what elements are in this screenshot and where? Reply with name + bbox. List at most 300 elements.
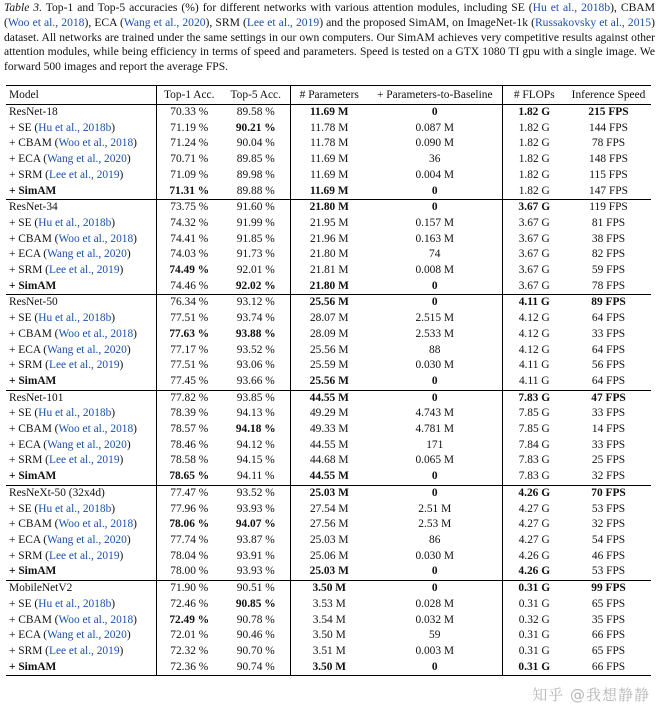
cell-params: 3.53 M: [312, 597, 346, 610]
cell-model: + SRM (Lee et al., 2019): [6, 168, 156, 184]
table-row: [6, 121, 651, 137]
cell-params: 11.69 M: [309, 184, 349, 197]
table-row: [6, 422, 651, 438]
table-row: [6, 152, 651, 168]
cell-params: 27.54 M: [309, 502, 349, 515]
cell-speed: 66 FPS: [566, 660, 651, 676]
cell-top1: 78.04 %: [170, 549, 209, 562]
cell-speed: 99 FPS: [566, 581, 651, 597]
table-row: [6, 105, 651, 121]
cell-model: + SimAM: [6, 279, 156, 295]
cell-delta: 59: [368, 628, 502, 644]
table-row: [6, 660, 651, 676]
table-row: [6, 327, 651, 343]
cell-top5: 90.78 %: [222, 613, 290, 629]
cell-delta: 0.028 M: [368, 597, 502, 613]
cell-model: + SimAM: [6, 374, 156, 390]
cell-top1: 71.09 %: [170, 168, 209, 181]
cell-params: 44.55 M: [309, 470, 349, 483]
cell-flops: 1.82 G: [518, 137, 550, 150]
cell-top5: 91.99 %: [222, 216, 290, 232]
cell-top1: 78.65 %: [169, 470, 210, 483]
cell-speed: 32 FPS: [591, 470, 626, 483]
cell-delta: 0: [368, 184, 502, 200]
cell-top5: 93.06 %: [222, 358, 290, 374]
cell-model: + SE (Hu et al., 2018b): [6, 311, 156, 327]
cell-params: 25.56 M: [309, 374, 349, 387]
citation-link[interactable]: Woo et al., 2018: [58, 518, 134, 531]
cell-top1: 72.49 %: [169, 613, 210, 626]
table-row: [6, 295, 651, 311]
cell-top1: 72.01 %: [170, 629, 209, 642]
table-row: [6, 200, 651, 216]
cell-model: + CBAM (Woo et al., 2018): [6, 327, 156, 343]
cell-flops: 4.12 G: [518, 343, 550, 356]
cell-params: 44.68 M: [309, 454, 349, 467]
citation-link[interactable]: Hu et al., 2018b: [532, 1, 611, 14]
cell-flops: 4.26 G: [518, 549, 550, 562]
cell-delta: 2.51 M: [368, 502, 502, 518]
cell-params: 11.69 M: [309, 106, 349, 118]
table-row: [6, 247, 651, 263]
cell-params: 11.69 M: [310, 168, 349, 181]
cell-top5: 93.91 %: [222, 549, 290, 565]
citation-link[interactable]: Russakovsky et al., 2015: [534, 15, 652, 29]
cell-top5: 94.18 %: [222, 422, 290, 438]
cell-top5: 93.74 %: [222, 311, 290, 327]
cell-top5: 90.51 %: [222, 581, 290, 597]
cell-model: MobileNetV2: [6, 581, 156, 597]
cell-top5: 93.52 %: [222, 485, 290, 501]
cell-delta: 0: [368, 279, 502, 295]
results-table: [6, 85, 651, 676]
citation-link[interactable]: Wang et al., 2020: [47, 629, 127, 642]
cell-speed: 54 FPS: [591, 533, 626, 546]
table-header-row: [6, 86, 651, 105]
cell-speed: 65 FPS: [591, 644, 626, 657]
cell-speed: 59 FPS: [591, 264, 626, 277]
cell-flops: 4.26 G: [518, 565, 551, 578]
table-row: [6, 168, 651, 184]
cell-speed: 66 FPS: [591, 629, 626, 642]
cell-speed: 64 FPS: [591, 343, 626, 356]
cell-delta: 0.163 M: [368, 232, 502, 248]
cell-delta: 0.008 M: [368, 263, 502, 279]
table-row: [6, 644, 651, 660]
table-row: [6, 597, 651, 613]
citation-link[interactable]: Hu et al., 2018b: [38, 407, 112, 420]
table-row: [6, 136, 651, 152]
cell-model: + SE (Hu et al., 2018b): [6, 502, 156, 518]
cell-flops: 7.85 G: [518, 423, 550, 436]
cell-delta: 0: [368, 581, 502, 597]
cell-top5: 93.52 %: [222, 343, 290, 359]
cell-params: 25.56 M: [309, 343, 349, 356]
cell-flops: 7.85 G: [518, 407, 550, 420]
citation-link[interactable]: Wang et al., 2020: [47, 438, 127, 451]
cell-delta: 2.53 M: [368, 517, 502, 533]
cell-top5: 94.13 %: [222, 406, 290, 422]
citation-link[interactable]: Lee et al., 2019: [246, 15, 320, 29]
cell-flops: 3.67 G: [518, 279, 550, 292]
table-row: [6, 485, 651, 501]
cell-delta: 0: [368, 390, 502, 406]
cell-top5: 90.21 %: [222, 121, 290, 137]
cell-delta: 0.087 M: [368, 121, 502, 137]
cell-top5: 90.70 %: [222, 644, 290, 660]
cell-top5: 93.93 %: [222, 564, 290, 580]
cell-delta: 2.533 M: [368, 327, 502, 343]
cell-top5: 90.46 %: [222, 628, 290, 644]
cell-top5: 93.85 %: [222, 390, 290, 406]
cell-top1: 72.36 %: [156, 660, 222, 676]
cell-model: + SRM (Lee et al., 2019): [6, 358, 156, 374]
cell-top1: 71.19 %: [170, 121, 209, 134]
cell-speed: 25 FPS: [591, 454, 626, 467]
cell-top1: 78.00 %: [170, 565, 209, 578]
cell-speed: 78 FPS: [591, 279, 626, 292]
cell-top1: 77.63 %: [169, 327, 210, 340]
cell-flops: 0.31 G: [518, 644, 550, 657]
table-row: [6, 564, 651, 580]
cell-delta: 0.032 M: [368, 613, 502, 629]
citation-link[interactable]: Lee et al., 2019: [48, 644, 120, 657]
cell-delta: 0: [368, 469, 502, 485]
cell-speed: 119 FPS: [566, 200, 651, 216]
table-row: [6, 438, 651, 454]
cell-model: + CBAM (Woo et al., 2018): [6, 613, 156, 629]
cell-model: ResNet-18: [6, 105, 156, 121]
cell-top1: 78.46 %: [170, 438, 209, 451]
cell-delta: 36: [368, 152, 502, 168]
cell-params: 21.80 M: [309, 279, 349, 292]
cell-delta: 0.003 M: [368, 644, 502, 660]
cell-params: 25.59 M: [309, 359, 349, 372]
table-row: [6, 533, 651, 549]
citation-link[interactable]: Lee et al., 2019: [48, 264, 120, 277]
cell-delta: 171: [368, 438, 502, 454]
cell-delta: 88: [368, 343, 502, 359]
cell-top1: 73.75 %: [156, 200, 222, 216]
cell-model: + SE (Hu et al., 2018b): [6, 216, 156, 232]
cell-top1: 74.32 %: [170, 216, 209, 229]
cell-params: 3.54 M: [312, 613, 346, 626]
cell-delta: 0: [368, 105, 502, 121]
cell-params: 21.80 M: [309, 248, 349, 261]
cell-params: 25.03 M: [309, 565, 349, 578]
cell-flops: 7.83 G: [502, 390, 566, 406]
cell-top1: 77.74 %: [170, 533, 209, 546]
cell-top5: 90.74 %: [222, 660, 290, 676]
cell-top5: 89.98 %: [222, 168, 290, 184]
cell-top5: 90.85 %: [222, 597, 290, 613]
cell-params: 3.50 M: [290, 660, 368, 676]
cell-model: + SE (Hu et al., 2018b): [6, 406, 156, 422]
table-row: [6, 279, 651, 295]
citation-link[interactable]: Hu et al., 2018b: [38, 312, 112, 325]
cell-params: 3.50 M: [290, 581, 368, 597]
citation-link[interactable]: Wang et al., 2020: [47, 153, 127, 166]
cell-params: 25.56 M: [290, 295, 368, 311]
cell-model: + CBAM (Woo et al., 2018): [6, 422, 156, 438]
citation-link[interactable]: Hu et al., 2018b: [38, 597, 112, 610]
cell-model: + CBAM (Woo et al., 2018): [6, 517, 156, 533]
cell-top1: 77.96 %: [170, 502, 209, 515]
table-row: [6, 469, 651, 485]
citation-link[interactable]: Woo et al., 2018: [58, 423, 134, 436]
cell-top5: 92.01 %: [222, 263, 290, 279]
cell-top5: 94.11 %: [222, 469, 290, 485]
cell-delta: 4.743 M: [368, 406, 502, 422]
cell-model: + ECA (Wang et al., 2020): [6, 628, 156, 644]
citation-link[interactable]: Hu et al., 2018b: [38, 502, 112, 515]
cell-flops: 0.31 G: [502, 660, 566, 676]
cell-params: 44.55 M: [290, 390, 368, 406]
cell-delta: 0: [368, 564, 502, 580]
table-row: [6, 613, 651, 629]
citation-link[interactable]: Lee et al., 2019: [48, 359, 120, 372]
citation-link[interactable]: Woo et al., 2018: [58, 137, 134, 150]
cell-params: 21.95 M: [309, 216, 349, 229]
cell-top5: 93.93 %: [222, 502, 290, 518]
cell-top5: 91.73 %: [222, 247, 290, 263]
cell-model: + SRM (Lee et al., 2019): [6, 549, 156, 565]
cell-top1: 77.51 %: [170, 359, 209, 372]
cell-delta: 86: [368, 533, 502, 549]
cell-top1: 72.32 %: [170, 644, 209, 657]
cell-model: + ECA (Wang et al., 2020): [6, 438, 156, 454]
table-row: [6, 581, 651, 597]
citation-link[interactable]: Wang et al., 2020: [47, 343, 127, 356]
cell-delta: 0.065 M: [368, 453, 502, 469]
cell-top5: 89.85 %: [222, 152, 290, 168]
cell-top1: 78.58 %: [170, 454, 209, 467]
col-header-delta: + Parameters-to-Baseline: [368, 86, 502, 105]
table-row: [6, 502, 651, 518]
cell-flops: 0.31 G: [502, 581, 566, 597]
cell-model: + ECA (Wang et al., 2020): [6, 533, 156, 549]
cell-speed: 215 FPS: [588, 106, 629, 118]
cell-flops: 4.11 G: [518, 374, 550, 387]
table-row: [6, 549, 651, 565]
cell-flops: 7.84 G: [518, 438, 550, 451]
cell-params: 25.06 M: [309, 549, 349, 562]
cell-flops: 7.83 G: [518, 454, 550, 467]
col-header-model: Model: [6, 86, 156, 105]
cell-speed: 65 FPS: [591, 597, 626, 610]
col-header-params: # Parameters: [290, 86, 368, 105]
cell-params: 21.80 M: [290, 200, 368, 216]
cell-model: + ECA (Wang et al., 2020): [6, 247, 156, 263]
cell-model: + SRM (Lee et al., 2019): [6, 263, 156, 279]
cell-delta: 0: [368, 374, 502, 390]
cell-delta: 0: [368, 660, 502, 676]
cell-speed: 56 FPS: [591, 359, 626, 372]
cell-params: 49.33 M: [309, 423, 349, 436]
cell-top1: 70.33 %: [170, 106, 209, 118]
col-header-flops: # FLOPs: [502, 86, 566, 105]
cell-speed: 32 FPS: [591, 518, 626, 531]
cell-top5: 94.15 %: [222, 453, 290, 469]
cell-top1: 74.49 %: [169, 264, 210, 277]
cell-model: + CBAM (Woo et al., 2018): [6, 136, 156, 152]
table-row: [6, 263, 651, 279]
cell-speed: 33 FPS: [591, 407, 626, 420]
citation-link[interactable]: Lee et al., 2019: [48, 168, 120, 181]
cell-top1: 78.57 %: [170, 423, 209, 436]
cell-delta: 0: [368, 295, 502, 311]
cell-flops: 0.31 G: [518, 597, 550, 610]
cell-flops: 1.82 G: [518, 184, 550, 197]
cell-params: 11.78 M: [310, 137, 349, 150]
cell-model: + SE (Hu et al., 2018b): [6, 597, 156, 613]
cell-flops: 7.83 G: [518, 470, 550, 483]
cell-params: 21.81 M: [309, 264, 349, 277]
cell-model: ResNet-101: [6, 390, 156, 406]
citation-link[interactable]: Woo et al., 2018: [58, 327, 134, 340]
cell-speed: 47 FPS: [566, 390, 651, 406]
cell-delta: 0.030 M: [368, 549, 502, 565]
cell-model: ResNeXt-50 (32x4d): [6, 485, 156, 501]
cell-params: 3.51 M: [312, 644, 346, 657]
col-header-top1: Top-1 Acc.: [156, 86, 222, 105]
cell-top1: 78.06 %: [169, 518, 210, 531]
cell-params: 28.09 M: [309, 327, 349, 340]
cell-flops: 1.82 G: [518, 106, 551, 118]
cell-model: + ECA (Wang et al., 2020): [6, 152, 156, 168]
cell-delta: 0.157 M: [368, 216, 502, 232]
cell-model: + ECA (Wang et al., 2020): [6, 343, 156, 359]
table-caption: Table 3. Top-1 and Top-5 accuracies (%) for different networks with various attention modules, including SE (Hu et al., 2018b), CBAM (Woo et al., 2018), ECA (Wang et al., 2020), SRM (Lee et al., 2019) and the proposed SimAM, on ImageNet-1k (Russakovsky et al., 2015) dataset. All networks are trained under the same settings in our own computers. Our SimAM achieves very competitive results against other attention modules, while being efficiency in terms of speed and parameters. Speed is tested on a GTX 1080 TI gpu with a single image. We forward 500 images and report the average FPS.: [4, 1, 655, 74]
citation-link[interactable]: Woo et al., 2018: [7, 15, 85, 29]
cell-params: 25.03 M: [309, 533, 349, 546]
cell-model: ResNet-50: [6, 295, 156, 311]
cell-delta: 0: [368, 200, 502, 216]
cell-flops: 3.67 G: [502, 200, 566, 216]
cell-model: + SRM (Lee et al., 2019): [6, 644, 156, 660]
cell-flops: 4.27 G: [518, 502, 550, 515]
cell-speed: 35 FPS: [591, 613, 626, 626]
cell-speed: 46 FPS: [591, 549, 626, 562]
cell-top5: 94.07 %: [222, 517, 290, 533]
cell-top1: 70.71 %: [170, 153, 209, 166]
cell-speed: 14 FPS: [591, 423, 626, 436]
cell-top5: 89.58 %: [222, 105, 290, 121]
citation-link[interactable]: Lee et al., 2019: [48, 454, 120, 467]
table-row: [6, 232, 651, 248]
table-row: [6, 343, 651, 359]
cell-top5: 93.88 %: [222, 327, 290, 343]
cell-top5: 91.85 %: [222, 232, 290, 248]
cell-speed: 70 FPS: [566, 485, 651, 501]
cell-params: 11.69 M: [310, 153, 349, 166]
cell-flops: 1.82 G: [518, 153, 550, 166]
cell-flops: 0.31 G: [518, 629, 550, 642]
cell-flops: 1.82 G: [518, 168, 550, 181]
cell-delta: 0.030 M: [368, 358, 502, 374]
cell-speed: 82 FPS: [591, 248, 626, 261]
cell-top1: 77.47 %: [156, 485, 222, 501]
citation-link[interactable]: Woo et al., 2018: [58, 232, 134, 245]
caption-label: Table 3.: [4, 1, 42, 14]
cell-speed: 144 FPS: [589, 121, 628, 134]
cell-model: + SE (Hu et al., 2018b): [6, 121, 156, 137]
cell-flops: 4.11 G: [518, 359, 550, 372]
cell-top5: 93.12 %: [222, 295, 290, 311]
cell-flops: 4.26 G: [502, 485, 566, 501]
cell-flops: 3.67 G: [518, 232, 550, 245]
table-row: [6, 406, 651, 422]
citation-link[interactable]: Wang et al., 2020: [123, 15, 206, 29]
table-row: [6, 216, 651, 232]
cell-speed: 33 FPS: [591, 438, 626, 451]
cell-top1: 74.41 %: [170, 232, 209, 245]
citation-link[interactable]: Hu et al., 2018b: [38, 216, 112, 229]
cell-speed: 33 FPS: [591, 327, 626, 340]
cell-speed: 148 FPS: [589, 153, 628, 166]
cell-delta: 0.004 M: [368, 168, 502, 184]
cell-model: + SRM (Lee et al., 2019): [6, 453, 156, 469]
citation-link[interactable]: Wang et al., 2020: [47, 533, 127, 546]
col-header-top5: Top-5 Acc.: [222, 86, 290, 105]
cell-flops: 3.67 G: [518, 216, 550, 229]
cell-speed: 115 FPS: [589, 168, 628, 181]
cell-top5: 91.60 %: [222, 200, 290, 216]
col-header-speed: Inference Speed: [566, 86, 651, 105]
cell-top1: 74.46 %: [170, 279, 209, 292]
cell-params: 28.07 M: [309, 312, 349, 325]
cell-params: 25.03 M: [290, 485, 368, 501]
cell-delta: 0.090 M: [368, 136, 502, 152]
table-row: [6, 517, 651, 533]
cell-delta: 4.781 M: [368, 422, 502, 438]
cell-speed: 38 FPS: [591, 232, 626, 245]
cell-params: 21.96 M: [309, 232, 349, 245]
citation-link[interactable]: Woo et al., 2018: [58, 613, 134, 626]
citation-link[interactable]: Lee et al., 2019: [48, 549, 120, 562]
table-row: [6, 390, 651, 406]
cell-top1: 71.90 %: [156, 581, 222, 597]
cell-params: 27.56 M: [309, 518, 349, 531]
citation-link[interactable]: Wang et al., 2020: [47, 248, 127, 261]
cell-flops: 4.11 G: [502, 295, 566, 311]
cell-params: 3.50 M: [312, 629, 346, 642]
cell-model: ResNet-34: [6, 200, 156, 216]
cell-flops: 0.32 G: [518, 613, 550, 626]
cell-top1: 78.39 %: [170, 407, 209, 420]
cell-flops: 4.12 G: [518, 327, 550, 340]
cell-top1: 77.17 %: [170, 343, 209, 356]
table-row: [6, 358, 651, 374]
cell-top1: 77.51 %: [170, 312, 209, 325]
cell-params: 11.78 M: [310, 121, 349, 134]
cell-model: + SimAM: [6, 564, 156, 580]
table-row: [6, 374, 651, 390]
cell-delta: 2.515 M: [368, 311, 502, 327]
cell-top5: 93.66 %: [222, 374, 290, 390]
cell-delta: 74: [368, 247, 502, 263]
table-body: [6, 105, 651, 676]
cell-top1: 77.45 %: [170, 374, 209, 387]
citation-link[interactable]: Hu et al., 2018b: [38, 121, 112, 134]
cell-top5: 92.02 %: [222, 279, 290, 295]
cell-speed: 64 FPS: [591, 312, 626, 325]
cell-top1: 71.24 %: [170, 137, 209, 150]
table-row: [6, 311, 651, 327]
cell-top1: 77.82 %: [156, 390, 222, 406]
watermark: 知乎 @我想静静: [532, 686, 650, 704]
cell-flops: 3.67 G: [518, 264, 550, 277]
